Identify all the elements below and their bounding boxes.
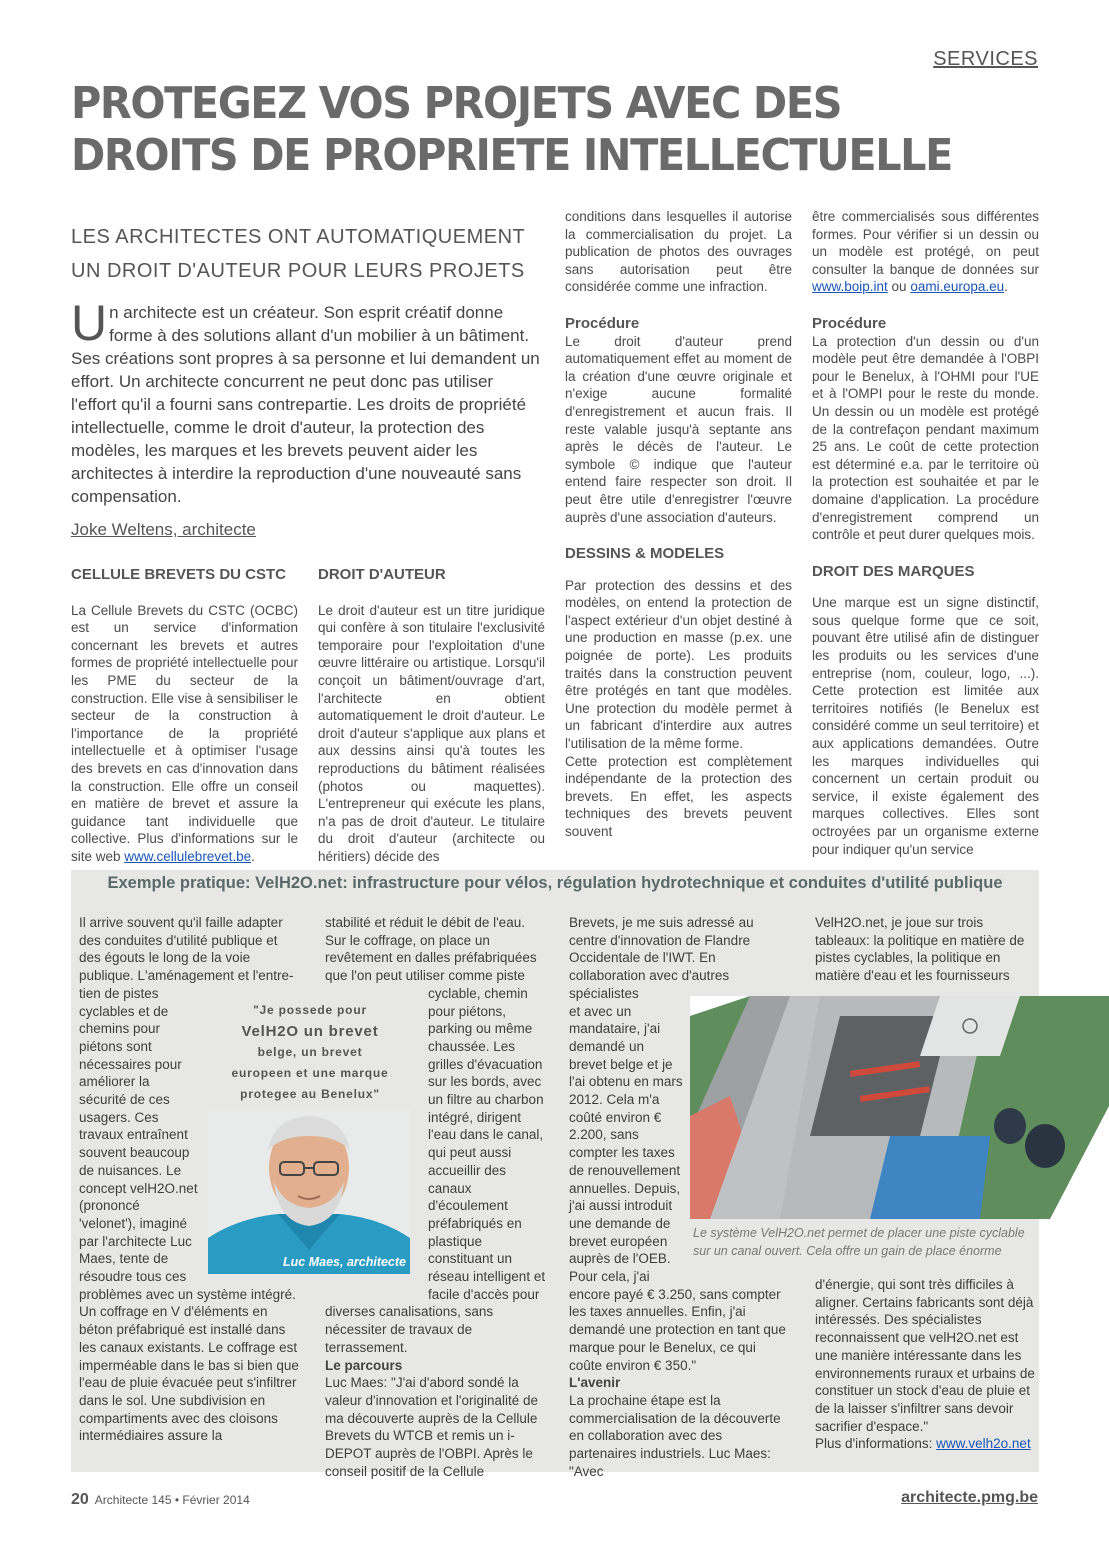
droit-auteur-heading: DROIT D'AUTEUR — [318, 566, 446, 583]
box-c4-more — [815, 1435, 1037, 1453]
photo-caption: Luc Maes, architecte — [283, 1255, 406, 1269]
procedure-text-1: Le droit d'auteur prend automatiquement effet au moment de la création d'une œuvre originale et n'exige aucune formalité d'enregistrement et aucun frais. Il reste valable jusqu'à septante ans après le décès de l'auteur. Le symbole © indique que l'auteur entend faire respecter son droit. Il peut être utile d'enregistrer l'œuvre auprès d'une association d'auteurs. — [565, 333, 792, 525]
column-droit-auteur — [318, 566, 545, 866]
box-c1-top: Il arrive souvent qu'il faille adapter des conduites d'utilité publique et des égouts le long de la voie publique. L'aménagement et l'entre- — [79, 915, 294, 984]
article-subtitle: LES ARCHITECTES ONT AUTOMATIQUEMENT UN DROIT D'AUTEUR POUR LEURS PROJETS — [71, 226, 525, 282]
diagram-caption: Le système VelH2O.net permet de placer une piste cyclable sur un canal ouvert. Cela offre un gain de place énorme — [693, 1226, 1025, 1258]
column-3 — [565, 208, 792, 841]
dessins-modeles-heading: DESSINS & MODELES — [565, 545, 725, 563]
author-byline: Joke Weltens, architecte — [71, 520, 256, 539]
droit-marques-heading: DROIT DES MARQUES — [812, 562, 975, 580]
column-cstc — [71, 566, 298, 866]
col3-intro: conditions dans lesquelles il autorise la commercialisation du projet. La publication de photos des ouvrages sans autorisation peut être considérée comme une infraction. — [565, 209, 792, 295]
box-c2-narrow: cyclable, chemin pour piétons, parking ou même chaussée. Les grilles d'évacuation sur les bords, avec un filtre au charbon intégré, dirigent l'eau dans le canal, qui peut aussi accueillir des canaux d'écoulement préfabriqués en plastique constituant un réseau intelligent et facile d'accès pour — [428, 985, 546, 1302]
issue-info: Architecte 145 • Février 2014 — [94, 1493, 250, 1507]
quote-line-3: belge, un brevet — [257, 1045, 363, 1059]
cstc-heading: CELLULE BREVETS DU CSTC — [71, 566, 287, 583]
droit-auteur-text: Le droit d'auteur est un titre juridique qui confère à son titulaire l'exclusivité temporaire pour l'exploitation d'une œuvre littéraire ou artistique. Lorsqu'il conçoit un bâtiment/ouvrage d'art, l'architecte en obtient automatiquement le droit d'auteur. Le droit d'auteur s'applique aux plans et aux dessins ainsi qu'à toutes les reproductions du bâtiment réalisées (photos ou maquettes). L'entrepreneur qui exécute les plans, n'a pas de droit d'auteur. Le titulaire du droit d'auteur (architecte ou héritiers) décide des — [318, 602, 545, 864]
lead-text: n architecte est un créateur. Son esprit créatif donne forme à des solutions allant d'un mobilier à un bâtiment. Ses créations sont propres à sa personne et lui demandent un effort. Un architecte concurrent ne peut donc pas utiliser l'effort qu'il a fourni sans contrepartie. Les droits de propriété intellectuelle, comme le droit d'auteur, la protection des modèles, les marques et les brevets peuvent aider les architectes à interdire la reproduction d'une nouveauté sans compensation. — [71, 303, 540, 506]
col4-intro-text: être commercialisés sous différentes formes. Pour vérifier si un dessin ou un modèle est protégé, on peut consulter la banque de données sur — [812, 209, 1039, 277]
velh2o-link[interactable]: www.velh2o.net — [936, 1436, 1031, 1452]
procedure-heading-1: Procédure — [565, 314, 640, 332]
col4-end: . — [1004, 279, 1008, 295]
box-column-4-bottom — [815, 1276, 1037, 1453]
box-c3-bottom: encore payé € 3.250, sans compter les taxes annuelles. Enfin, j'ai demandé une protection en tant que marque pour le Benelux, ce qui coûte environ € 350." — [569, 1286, 786, 1373]
parcours-heading: Le parcours — [325, 1357, 403, 1373]
page-number: 20 — [71, 1491, 89, 1508]
lead-paragraph — [71, 295, 543, 508]
box-column-2 — [325, 914, 547, 1481]
boip-link[interactable]: www.boip.int — [812, 279, 888, 295]
section-label: SERVICES — [933, 48, 1038, 70]
box-c2-parcours: Luc Maes: "J'ai d'abord sondé la valeur d'innovation et l'originalité de ma découverte auprès de la Cellule Brevets du WTCB et remis un i-DEPOT auprès de l'OBPI. Après le conseil positif de la Cellule — [325, 1375, 539, 1479]
footer-site-link[interactable]: architecte.pmg.be — [901, 1489, 1038, 1506]
quote-line-2: VelH2O un brevet — [241, 1023, 379, 1040]
dessins-modeles-text-2: Cette protection est complètement indépendante de la protection des brevets. En effet, les aspects techniques des brevets peuvent souvent — [565, 753, 792, 839]
procedure-text-2: La protection d'un dessin ou d'un modèle peut être demandée à l'OBPI pour le Benelux, à l'OHMI pour l'UE et à l'OMPI pour le reste du monde. Un dessin ou un modèle est protégé de la contrefaçon pendant maximum 25 ans. Le coût de cette protection est déterminé e.a. par le territoire où la protection est souhaitée et par le domaine d'application. La procédure d'enregistrement comprend un contrôle et peut durer quelques mois. — [812, 333, 1039, 543]
drop-cap: U — [71, 295, 108, 351]
box-column-4-top — [815, 914, 1037, 985]
quote-line-5: protegee au Benelux" — [240, 1087, 380, 1101]
cstc-end: . — [251, 848, 255, 864]
cstc-body: La Cellule Brevets du CSTC (OCBC) est un service d'information concernant les brevets et autres formes de propriété intellectuelle pour les PME du secteur de la construction. Elle vise à sensibiliser le secteur de la construction à l'importance de la propriété intellectuelle et à optimiser l'usage des brevets en cas d'innovation dans la construction. Elle offre un conseil en matière de brevet et assure la guidance tant individuelle que collective. Plus d'informations sur le site web — [71, 602, 298, 864]
box-c4-bottom: d'énergie, qui sont très difficiles à aligner. Certains fabricants sont déjà intéressés. Des spécialistes reconnaissent que velH2O.net est une manière intéressante dans les environnements ruraux et urbains de constituer un stock d'eau de pluie et de la laisser s'infiltrer sans devoir sacrifier d'espace." — [815, 1277, 1035, 1434]
box-c3-avenir: La prochaine étape est la commercialisation de la découverte en collaboration avec des partenaires industriels. Luc Maes: "Avec — [569, 1392, 781, 1479]
footer-issue — [71, 1491, 250, 1509]
dessins-modeles-text: Par protection des dessins et des modèles, on entend la protection de l'aspect extérieur d'un objet destiné à une production en masse (p.ex. une poignée de porte). Les produits traités dans la construction peuvent être protégés en tant que modèles. Une protection du modèle permet à un fabricant d'interdire aux autres l'utilisation de la même forme. — [565, 577, 792, 752]
box-c2-bottom: diverses canalisations, sans nécessiter de travaux de terrassement. — [325, 1304, 494, 1355]
box-c3-narrow: et avec un mandataire, j'ai demandé un brevet belge et je l'ai obtenu en mars 2012. Cela m'a coûté environ € 2.200, sans compter les taxes de renouvellement annuelles. Depuis, j'ai aussi introduit une demande de brevet européen auprès de l'OEB. Pour cela, j'ai — [569, 1003, 683, 1285]
velh2o-diagram — [690, 996, 1109, 1219]
page-title: PROTEGEZ VOS PROJETS AVEC DES DROITS DE PROPRIETE INTELLECTUELLE — [71, 78, 952, 181]
quote-line-1: "Je possede pour — [253, 1003, 367, 1017]
procedure-heading-2: Procédure — [812, 314, 887, 332]
box-c1-bottom: problèmes avec un système intégré. Un coffrage en V d'éléments en béton préfabriqué est installé dans les canaux existants. Le coffrage est imperméable dans le bas si bien que l'eau de pluie évacuée peut s'infiltrer dans le sol. Une subdivision en compartiments avec des cloisons intermédiaires assure la — [79, 1286, 299, 1444]
col4-intro — [812, 208, 1039, 296]
box-c1-narrow: tien de pistes cyclables et de chemins pour piétons sont nécessaires pour améliorer la sécurité de ces usagers. Ces travaux entraînent souvent beaucoup de nuisances. Le concept velH2O.net (prononcé 'velonet'), imaginé par l'architecte Luc Maes, tente de résoudre tous ces — [79, 985, 198, 1285]
cstc-text — [71, 602, 298, 866]
col4-or: ou — [887, 279, 911, 295]
more-info-label: Plus d'informations: — [815, 1436, 937, 1452]
cellulebrevet-link[interactable]: www.cellulebrevet.be — [124, 848, 252, 864]
droit-marques-text: Une marque est un signe distinctif, sous quelque forme que ce soit, pouvant être utilisé afin de distinguer les produits ou les services d'une entreprise (nom, couleur, logo, ...). Cette protection est limitée aux territoires notifiés (le Benelux est considéré comme un seul territoire) et aux applications demandées. Outre les marques individuelles qui concernent un certain produit ou service, il existe également des marques collectives. Elles sont octroyées par un organisme externe pour indiquer qu'un service — [812, 595, 1039, 857]
quote-line-4: europeen et une marque — [231, 1066, 389, 1080]
box-c3-top: Brevets, je me suis adressé au centre d'innovation de Flandre Occidentale de l'IWT. En collaboration avec d'autres spécialistes — [569, 915, 754, 1001]
box-c4-top: VelH2O.net, je joue sur trois tableaux: la politique en matière de pistes cyclables, la politique en matière d'eau et les fournisseurs — [815, 915, 1025, 984]
box-c2-top: stabilité et réduit le débit de l'eau. Sur le coffrage, on place un revêtement en dalles préfabriquées que l'on peut utiliser comme piste — [325, 915, 537, 984]
example-box-title: Exemple pratique: VelH2O.net: infrastructure pour vélos, régulation hydrotechnique et conduites d'utilité publique — [107, 874, 1003, 892]
column-4 — [812, 208, 1039, 858]
avenir-heading: L'avenir — [569, 1375, 621, 1391]
oami-link[interactable]: oami.europa.eu — [910, 279, 1005, 295]
